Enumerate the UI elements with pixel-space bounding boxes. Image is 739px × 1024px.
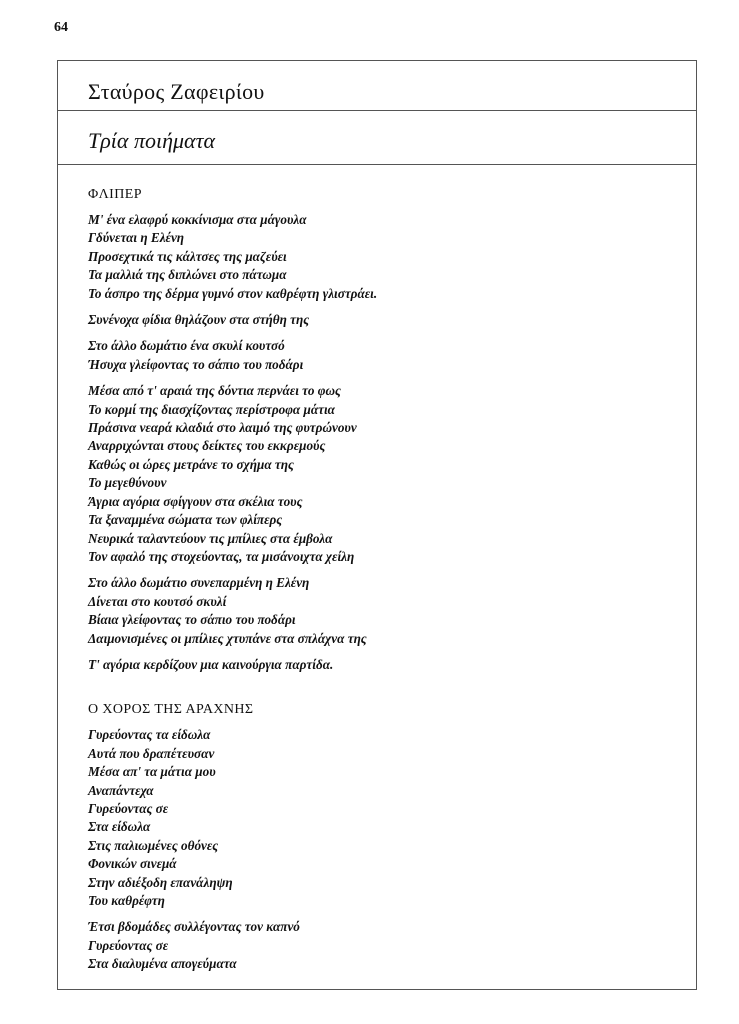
stanza <box>88 382 696 566</box>
poem-line: Νευρικά ταλαντεύουν τις μπίλιες στα έμβολα <box>88 530 333 546</box>
poem-line: Γυρεύοντας σε <box>88 800 169 816</box>
poem-line: Του καθρέφτη <box>88 893 165 908</box>
poem-heading: Ο ΧΟΡΟΣ ΤΗΣ ΑΡΑΧΝΗΣ <box>88 702 254 718</box>
poem-line: Αυτά που δραπέτευσαν <box>88 745 215 761</box>
poem <box>88 702 696 973</box>
poem-line: Ήσυχα γλείφοντας το σάπιο του ποδάρι <box>88 356 304 372</box>
poem-line: Μέσα από τ' αραιά της δόντια περνάει το φως <box>88 383 341 399</box>
poem-line: Στο άλλο δωμάτιο συνεπαρμένη η Ελένη <box>88 575 310 591</box>
poem-line: Μ' ένα ελαφρύ κοκκίνισμα στα μάγουλα <box>88 212 307 227</box>
poem-line: Τ' αγόρια κερδίζουν μια καινούργια παρτίδα. <box>88 656 334 672</box>
stanza <box>88 918 696 973</box>
poem-line: Στα διαλυμένα απογεύματα <box>88 956 237 972</box>
poem-line: Το άσπρο της δέρμα γυμνό στον καθρέφτη γλιστράει. <box>88 285 378 301</box>
poem-line: Προσεχτικά τις κάλτσες της μαζεύει <box>88 248 287 264</box>
author-name: Σταύρος Ζαφειρίου <box>58 61 696 111</box>
poem-line: Βίαια γλείφοντας το σάπιο του ποδάρι <box>88 612 296 628</box>
poem-line: Πράσινα νεαρά κλαδιά στο λαιμό της φυτρώνουν <box>88 420 357 436</box>
stanza <box>88 656 696 674</box>
poem-line: Τα μαλλιά της διπλώνει στο πάτωμα <box>88 267 287 283</box>
poem-line: Έτσι βδομάδες συλλέγοντας τον καπνό <box>88 919 300 935</box>
poem-line: Γυρεύοντας τα είδωλα <box>88 727 211 743</box>
poem-line: Φονικών σινεμά <box>88 856 177 872</box>
article-frame <box>57 60 697 990</box>
poem-line: Στην αδιέξοδη επανάληψη <box>88 874 233 890</box>
poem-line: Στις παλιωμένες οθόνες <box>88 837 219 853</box>
stanza <box>88 726 696 910</box>
article-title: Τρία ποιήματα <box>58 111 696 165</box>
poem-line: Γδύνεται η Ελένη <box>88 230 185 246</box>
poem-line: Συνένοχα φίδια θηλάζουν στα στήθη της <box>88 312 310 328</box>
poem-line: Μέσα απ' τα μάτια μου <box>88 764 216 780</box>
poem-line: Δαιμονισμένες οι μπίλιες χτυπάνε στα σπλάχνα της <box>88 630 367 646</box>
stanza <box>88 337 696 374</box>
poem-line: Τον αφαλό της στοχεύοντας, τα μισάνοιχτα χείλη <box>88 548 355 564</box>
poem-line: Το κορμί της διασχίζοντας περίστροφα μάτια <box>88 401 335 417</box>
stanza <box>88 211 696 303</box>
poem <box>88 187 696 674</box>
poem-line: Αναρριχώνται στους δείκτες του εκκρεμούς <box>88 438 326 454</box>
poem-line: Γυρεύοντας σε <box>88 937 169 953</box>
poems-body <box>58 165 696 974</box>
poem-heading: ΦΛΙΠΕΡ <box>88 187 142 202</box>
poem-line: Τα ξαναμμένα σώματα των φλίπερς <box>88 512 283 528</box>
poem-line: Στα είδωλα <box>88 819 151 835</box>
stanza <box>88 574 696 648</box>
page-number: 64 <box>54 20 68 35</box>
stanza <box>88 311 696 329</box>
poem-line: Δίνεται στο κουτσό σκυλί <box>88 593 227 609</box>
poem-line: Άγρια αγόρια σφίγγουν στα σκέλια τους <box>88 493 303 509</box>
poem-line: Καθώς οι ώρες μετράνε το σχήμα της <box>88 456 294 472</box>
poem-line: Στο άλλο δωμάτιο ένα σκυλί κουτσό <box>88 338 285 354</box>
poem-line: Το μεγεθύνουν <box>88 475 167 491</box>
poem-line: Αναπάντεχα <box>88 782 154 798</box>
